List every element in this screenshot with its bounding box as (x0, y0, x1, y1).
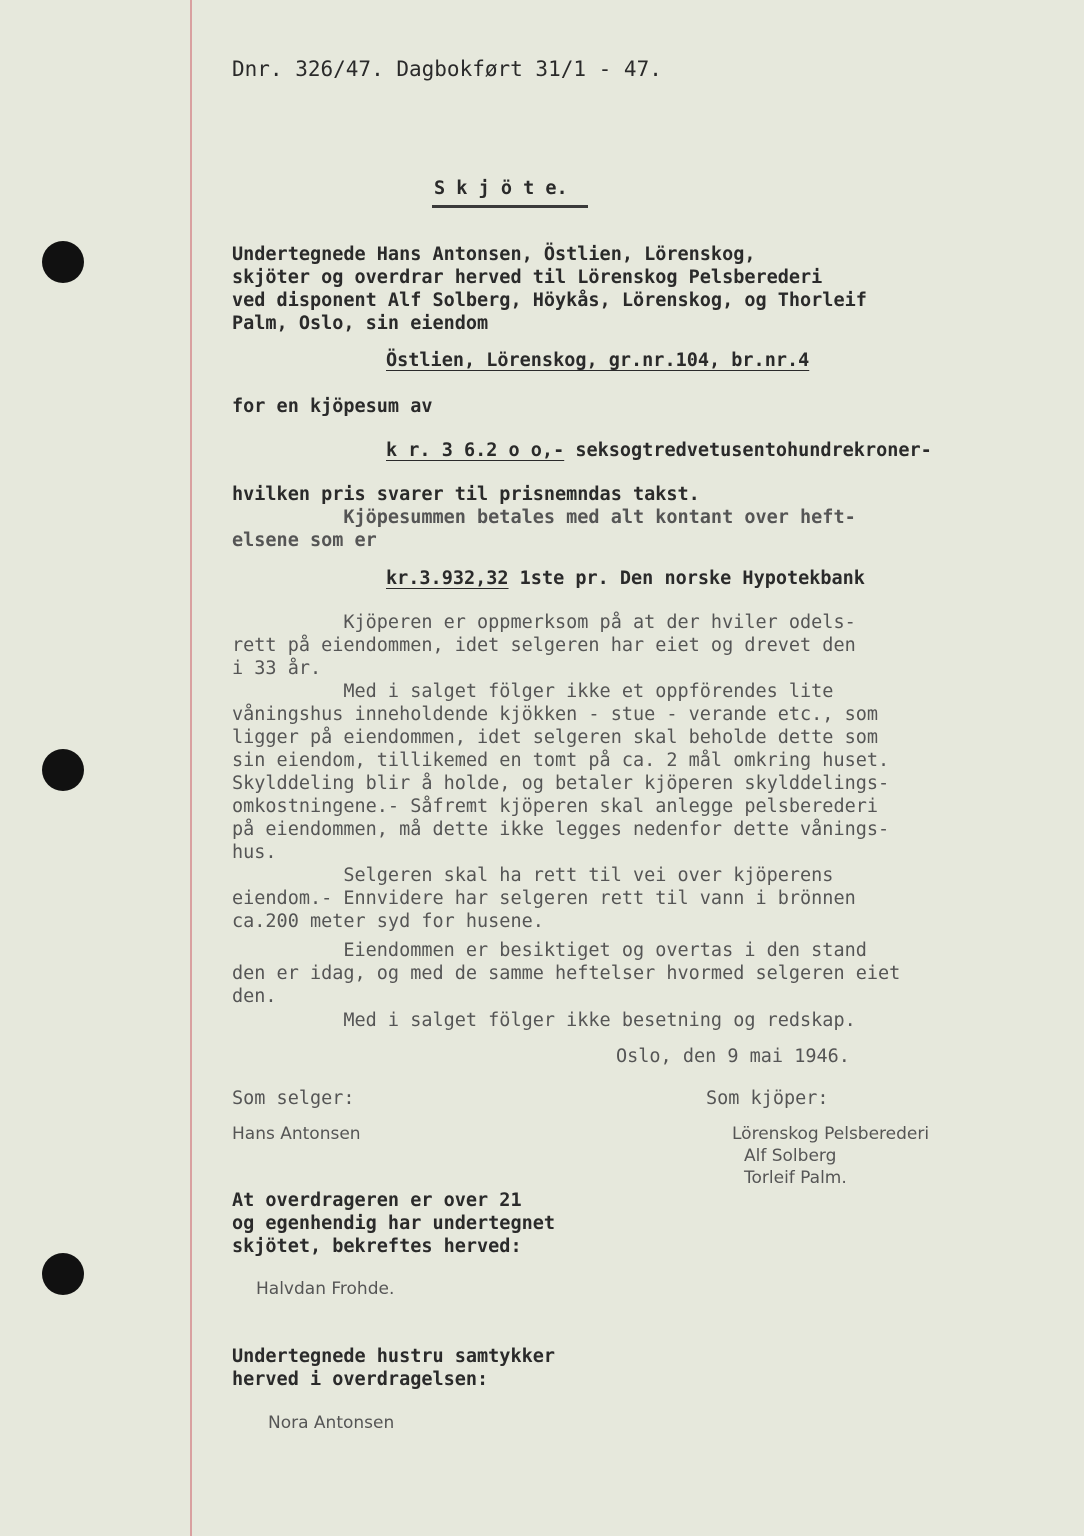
paragraph-line: ligger på eiendommen, idet selgeren skal beholde dette som (232, 727, 879, 748)
intro-line-4: Palm, Oslo, sin eiendom (232, 313, 489, 334)
debt-line (386, 568, 865, 590)
paragraph-line: den. (232, 986, 277, 1007)
debt-amount: kr.3.932,32 (386, 568, 509, 589)
punch-hole-bottom (42, 1253, 84, 1295)
buyer-label: Som kjöper: (706, 1088, 829, 1109)
price-intro: for en kjöpesum av (232, 396, 433, 417)
paragraph-line: Selgeren skal ha rett til vei over kjöperens (232, 865, 834, 886)
price-words: seksogtredvetusentohundrekroner- (564, 440, 932, 461)
paragraph-line: omkostningene.- Såfremt kjöperen skal anlegge pelsberederi (232, 796, 879, 817)
seller-label: Som selger: (232, 1088, 355, 1109)
paragraph-line: Skylddeling blir å holde, og betaler kjöperen skylddelings- (232, 773, 890, 794)
paragraph-line: ca.200 meter syd for husene. (232, 911, 544, 932)
intro-line-2: skjöter og overdrar herved til Lörenskog Pelsberederi (232, 267, 823, 288)
paragraph-line: Eiendommen er besiktiget og overtas i den stand (232, 940, 867, 961)
price-text-1: hvilken pris svarer til prisnemndas takst. (232, 484, 700, 505)
paragraph-line: våningshus inneholdende kjökken - stue - verande etc., som (232, 704, 879, 725)
price-text-3: elsene som er (232, 530, 377, 551)
wife-signature: Nora Antonsen (268, 1413, 395, 1433)
price-line (386, 440, 932, 462)
buyer-signature-line: Lörenskog Pelsberederi (732, 1124, 930, 1144)
attest-line: og egenhendig har undertegnet (232, 1213, 556, 1234)
paragraph-line: Kjöperen er oppmerksom på at der hviler odels- (232, 612, 856, 633)
attest-line: At overdrageren er over 21 (232, 1190, 522, 1211)
document-title: S k j ö t e. (434, 178, 568, 199)
paragraph-line: sin eiendom, tillikemed en tomt på ca. 2 mål omkring huset. (232, 750, 890, 771)
seller-signature: Hans Antonsen (232, 1124, 361, 1144)
paragraph-line: Med i salget fölger ikke besetning og redskap. (232, 1010, 856, 1031)
intro-line-3: ved disponent Alf Solberg, Höykås, Lörenskog, og Thorleif (232, 290, 867, 311)
paragraph-line: i 33 år. (232, 658, 322, 679)
punch-hole-top (42, 241, 84, 283)
consent-line: herved i overdragelsen: (232, 1369, 489, 1390)
paragraph-line: den er idag, og med de samme heftelser hvormed selgeren eiet (232, 963, 901, 984)
witness-signature: Halvdan Frohde. (256, 1279, 395, 1299)
place-date: Oslo, den 9 mai 1946. (616, 1046, 850, 1067)
property-designation: Östlien, Lörenskog, gr.nr.104, br.nr.4 (386, 350, 810, 371)
debt-text: 1ste pr. Den norske Hypotekbank (508, 568, 865, 589)
paragraph-line: rett på eiendommen, idet selgeren har eiet og drevet den (232, 635, 856, 656)
title-underline (432, 205, 588, 208)
buyer-signature-line: Alf Solberg (744, 1146, 837, 1166)
consent-line: Undertegnede hustru samtykker (232, 1346, 556, 1367)
attest-line: skjötet, bekreftes herved: (232, 1236, 522, 1257)
paragraph-line: eiendom.- Ennvidere har selgeren rett til vann i brönnen (232, 888, 856, 909)
margin-rule (190, 0, 192, 1536)
punch-hole-middle (42, 749, 84, 791)
price-text-2: Kjöpesummen betales med alt kontant over heft- (232, 507, 856, 528)
paragraph-line: på eiendommen, må dette ikke legges nedenfor dette vånings- (232, 819, 890, 840)
intro-line-1: Undertegnede Hans Antonsen, Östlien, Lörenskog, (232, 244, 756, 265)
paragraph-line: hus. (232, 842, 277, 863)
docket-header: Dnr. 326/47. Dagbokført 31/1 - 47. (232, 57, 662, 81)
price-amount: k r. 3 6.2 o o,- (386, 440, 565, 461)
paragraph-line: Med i salget fölger ikke et oppförendes lite (232, 681, 834, 702)
buyer-signature-line: Torleif Palm. (744, 1168, 847, 1188)
